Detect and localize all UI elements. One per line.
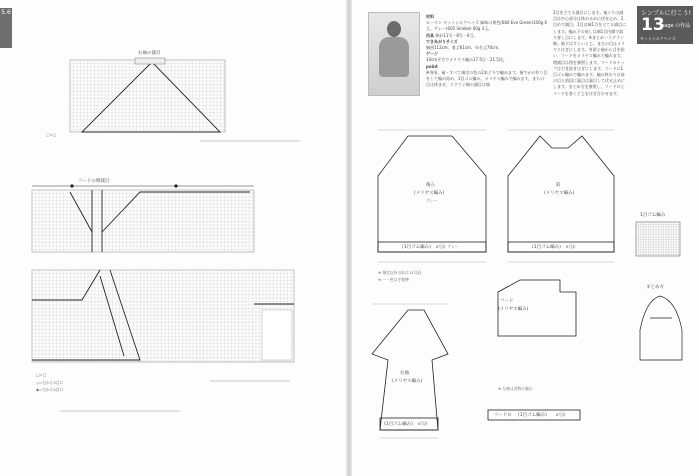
banner-number: 13 [641,15,665,35]
model-photo [368,12,420,96]
instruction-column: 2目を立てる減目にします。袖ぐりの減目は中心部分は休めるめに伏せ止め、2目めで減目、1目は端1目を立てる減目にします。編み下の前しは端1目内側で取り寄し目にします。※まとめ一ラグラン線、袖下はすくいとじ、まちの目はメリヤスはぎにします。身頃と袖から目を拾い、フードをメリヤス編みで編みます。増減目は図を参照します。フードのトップは引き抜きはぎにします。フードに1目ゴム編みで編みます。編み終わりは前の目と前段に裏目は裏目して伏せ止めにします。まとめ方を参照し、フードロとフードを巻くどじをはぎ合わせます。 [553,10,627,96]
note-3: ※ 左袖は対称に編む [498,386,533,391]
sleeve-rib-tag: 8号針 [418,421,429,426]
point-head: point [426,63,438,69]
size-text: 胸囲112cm、着丈61cm、ゆき丈70cm。 [426,45,503,51]
gauge-text: 10cm平方でメリヤス編み17.5目・21.5段。 [426,57,507,63]
back-color: グレー [426,198,438,203]
back-sub: (メリヤス編み) [414,191,445,196]
legend-note-3: ◆=左から2目に [36,387,64,392]
hood-chart-upper [32,184,254,252]
rib-swatch-title: 1目ゴム編み [640,213,666,218]
note-1: ※ 指定以外の針は11号針 [378,270,422,275]
hood-sub: (メリヤス編み) [498,307,529,312]
point-text: ※身頃、袖・すべて指定の色の2本どりで編みます。指でかけ作り目をして編み始め、1目ゴム編み、メリヤス編みで編みます。まちの目は休ませ、ラグラン線の減目は端 [426,69,548,88]
front-sub: (メリヤス編み) [544,191,575,196]
photo-head [387,21,401,37]
banner-page: page の作品 [661,23,691,29]
sleeve-rib-label: (1目ゴム編み) [384,422,413,427]
legend-note-1: □=□ [46,132,57,137]
left-charts [0,0,346,476]
page-tab: 5.6 [0,8,12,48]
front-rib-tag: 8号針 [566,244,577,249]
back-label: 後ろ [426,183,435,188]
material-head: 材料 [426,14,434,19]
legend-note-2: ◇=右から2目に [36,380,64,385]
page-banner [637,6,693,44]
sleeve-label: 右袖 [400,371,409,376]
finish-title: まとめ方 [646,285,664,290]
photo-sweater [379,37,409,77]
sleeve-sub: (メリヤス編み) [392,379,423,384]
banner-line1: シンプルに行こう! [641,10,692,17]
back-rib-tag: 8号針 グレー [436,244,459,249]
needle-head: 用具 [426,32,434,38]
needle-text: 棒針11号・8号・6号。 [435,32,478,38]
back-rib-label: (1目ゴム編み) [402,245,431,250]
hood-edge-tag: 8号針 [556,412,567,417]
hood-edge-label: フードロ [494,413,512,418]
front-label: 前 [556,183,561,188]
size-head: できあがりサイズ [426,38,458,44]
sleeve-chart-title: 右袖の減目 [138,51,161,56]
pattern-info [426,14,548,88]
gauge-head: ゲージ [426,51,438,57]
hood-chart-lower [32,270,294,362]
banner-sub: キットシルクヘイズ [640,36,676,41]
legend-note-1b: □=□ [36,372,47,377]
front-rib-label: (1目ゴム編み) [532,245,561,250]
sleeve-chart [70,58,225,132]
hood-chart-title: フードの増減目 [78,179,110,184]
left-page [0,0,346,476]
hood-edge-sub: (1目ゴム編み) [518,413,547,418]
hood-label: フード [500,299,514,304]
material-text: ローワン キットシルクヘイズ 緑味の黄色(684 Eve Green)100g 6玉、グレー(605 Smoke) 60g 3玉。 [426,20,547,32]
note-2: ※ 一一色は手数棒 [378,277,409,282]
